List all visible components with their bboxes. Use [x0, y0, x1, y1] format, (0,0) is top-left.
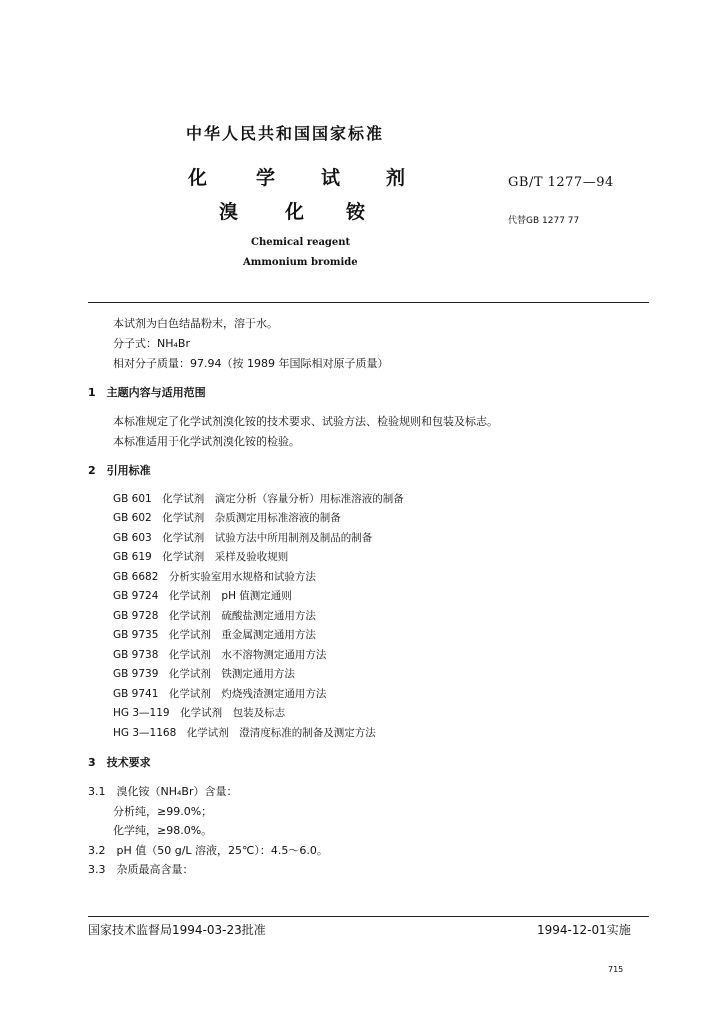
requirement-item: 3.2 pH 值（50 g/L 溶液，25℃）：4.5～6.0。: [88, 844, 328, 857]
intro-line: 本试剂为白色结晶粉末，溶于水。: [113, 317, 278, 330]
reference-item: GB 9724 化学试剂 pH 值测定通则: [113, 590, 292, 602]
footer-divider: [88, 916, 649, 917]
english-title-line-1: Chemical reagent: [251, 237, 351, 248]
section-1-heading: 1 主题内容与适用范围: [88, 386, 206, 399]
requirement-item: 3.3 杂质最高含量：: [88, 863, 194, 876]
reference-item: GB 6682 分析实验室用水规格和试验方法: [113, 571, 316, 583]
reference-item: GB 9728 化学试剂 硫酸盐测定通用方法: [113, 610, 316, 622]
title-char: 试: [321, 167, 341, 189]
reference-item: GB 9741 化学试剂 灼烧残渣测定通用方法: [113, 688, 327, 700]
section-2-heading: 2 引用标准: [88, 464, 151, 477]
title-char: 铵: [346, 201, 366, 223]
reference-item: GB 603 化学试剂 试验方法中所用制剂及制品的制备: [113, 532, 373, 544]
requirement-item: 化学纯，≥98.0%。: [113, 824, 213, 837]
page-number: 715: [608, 965, 624, 974]
title-char: 剂: [386, 167, 406, 189]
section-3-heading: 3 技术要求: [88, 756, 151, 769]
standard-number: GB/T 1277—94: [508, 175, 614, 190]
intro-line: 相对分子质量：97.94（按 1989 年国际相对原子质量）: [113, 357, 389, 370]
title-char: 化: [285, 201, 305, 223]
section-1-paragraph: 本标准规定了化学试剂溴化铵的技术要求、试验方法、检验规则和包装及标志。: [113, 415, 498, 428]
reference-item: GB 602 化学试剂 杂质测定用标准溶液的制备: [113, 512, 341, 524]
effective-date: 1994-12-01实施: [537, 923, 631, 937]
intro-line: 分子式：NH₄Br: [113, 337, 190, 350]
title-char: 化: [188, 167, 208, 189]
reference-item: HG 3—119 化学试剂 包装及标志: [113, 707, 286, 719]
issuing-country-standard: 中华人民共和国国家标准: [186, 124, 385, 143]
reference-item: GB 9738 化学试剂 水不溶物测定通用方法: [113, 649, 327, 661]
section-1-paragraph: 本标准适用于化学试剂溴化铵的检验。: [113, 435, 300, 448]
requirement-item: 分析纯，≥99.0%；: [113, 805, 213, 818]
reference-item: GB 9735 化学试剂 重金属测定通用方法: [113, 629, 316, 641]
approval-date: 国家技术监督局1994-03-23批准: [88, 923, 266, 937]
requirement-item: 3.1 溴化铵（NH₄Br）含量：: [88, 785, 238, 798]
header-divider: [88, 302, 649, 303]
reference-item: HG 3—1168 化学试剂 澄清度标准的制备及测定方法: [113, 727, 376, 739]
title-char: 溴: [219, 201, 239, 223]
english-title-line-2: Ammonium bromide: [243, 257, 358, 268]
replaces-standard: 代替GB 1277 77: [508, 216, 580, 226]
reference-item: GB 9739 化学试剂 铁测定通用方法: [113, 668, 295, 680]
title-char: 学: [256, 167, 276, 189]
reference-item: GB 601 化学试剂 滴定分析（容量分析）用标准溶液的制备: [113, 493, 404, 505]
reference-item: GB 619 化学试剂 采样及验收规则: [113, 551, 289, 563]
